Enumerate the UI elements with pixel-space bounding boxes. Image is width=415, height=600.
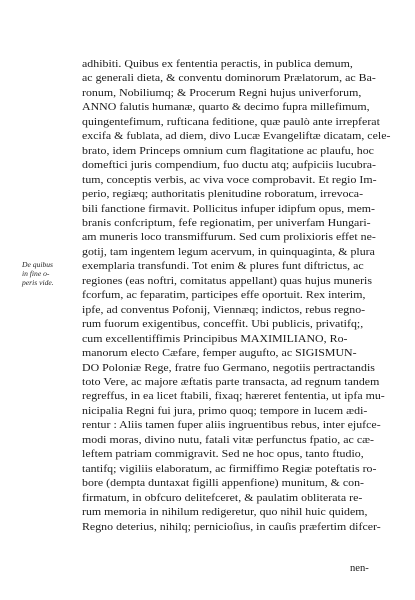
text-line: bore (dempta duntaxat figilli appenfione) munitum, & con- (82, 478, 365, 490)
text-line: excifa & fublata, ad diem, divo Lucæ Evangeliftæ dicatam, cele- (82, 131, 391, 143)
text-line: am muneris loco transmiffurum. Sed cum prolixioris effet ne- (82, 232, 376, 244)
text-line: leftem patriam commigravit. Sed ne hoc opus, tanto ftudio, (82, 449, 364, 461)
text-line: rum fuorum exigentibus, conceffit. Ubi publicis, privatifq;, (82, 319, 364, 331)
text-line: nicipalia Regni fui jura, primo quoq; tempore in lucem ædi- (82, 405, 368, 417)
text-line: fcorfum, ac feparatim, participes effe oportuit. Rex interim, (82, 290, 366, 302)
text-line: tum, conceptis verbis, ac viva voce comprobavit. Et regio Im- (82, 174, 377, 186)
margin-note-line: in fine o- (22, 269, 50, 279)
margin-note-line: De quibus (22, 260, 54, 269)
text-line: exemplaria transfundi. Tot enim & plures funt diftrictus, ac (82, 261, 364, 273)
text-line: domeftici juris compendium, fuo ductu atq; aufpiciis lucubra- (82, 160, 376, 172)
text-line: perio, regiæq; authoritatis plenitudine roboratum, irrevoca- (82, 189, 364, 201)
text-line: regreffus, in ea licet ftabili, fixaq; hæreret fententia, ut ipfa mu- (82, 391, 385, 403)
margin-note-line: peris vide. (22, 278, 54, 288)
text-line: DO Poloniæ Rege, fratre fuo Germano, negotiis pertractandis (82, 362, 375, 374)
text-line: brato, idem Princeps omnium cum flagitatione ac plaufu, hoc (82, 145, 374, 157)
text-line: quingentefimum, rufticana feditione, quæ paulò ante irrepferat (82, 116, 380, 128)
text-line: cum excellentiffimis Principibus MAXIMILIANO, Ro- (82, 333, 348, 345)
text-line: bili fanctione firmavit. Pollicitus infuper idipfum opus, mem- (82, 203, 376, 215)
text-line: ipfe, ad conventus Pofonij, Viennæq; indictos, rebus regno- (82, 304, 366, 316)
text-line: modi moras, divino nutu, fatali vitæ perfunctus fpatio, ac cæ- (82, 434, 375, 446)
text-line: rentur : Aliis tamen fuper aliis ingruentibus rebus, inter ejufce- (82, 420, 381, 432)
text-line: firmatum, in obfcuro delitefceret, & paulatim obliterata re- (82, 492, 363, 504)
catchword: nen- (350, 563, 369, 574)
text-line: ANNO falutis humanæ, quarto & decimo fupra millefimum, (82, 102, 370, 114)
text-line: ac generali dieta, & conventu dominorum Prælatorum, ac Ba- (82, 73, 376, 85)
text-line: adhibiti. Quibus ex fententia peractis, in publica demum, (82, 59, 353, 70)
text-line: toto Vere, ac majore æftatis parte transacta, ad regnum tandem (82, 376, 380, 388)
text-line: branis confcriptum, fefe regionatim, per univerfam Hungari- (82, 217, 371, 229)
text-line: ronum, Nobiliumq; & Procerum Regni hujus univerforum, (82, 87, 362, 99)
text-line: regiones (eas noftri, comitatus appellant) quas hujus muneris (82, 275, 373, 287)
text-line: tantifq; vigiliis elaboratum, ac firmiffimo Regiæ poteftatis ro- (82, 463, 377, 475)
text-line: gotij, tam ingentem legum acervum, in quinquaginta, & plura (82, 246, 375, 258)
marginal-note (22, 260, 78, 288)
text-line: rum memoria in nihilum redigeretur, quo nihil huic quidem, (82, 507, 368, 519)
text-line: manorum electo Cæfare, femper augufto, ac SIGISMUN- (82, 348, 357, 360)
text-line: Regno deterius, nihilq; pernicioſius, in cauſis præfertim difcer- (82, 521, 381, 533)
main-text-block (82, 58, 394, 535)
